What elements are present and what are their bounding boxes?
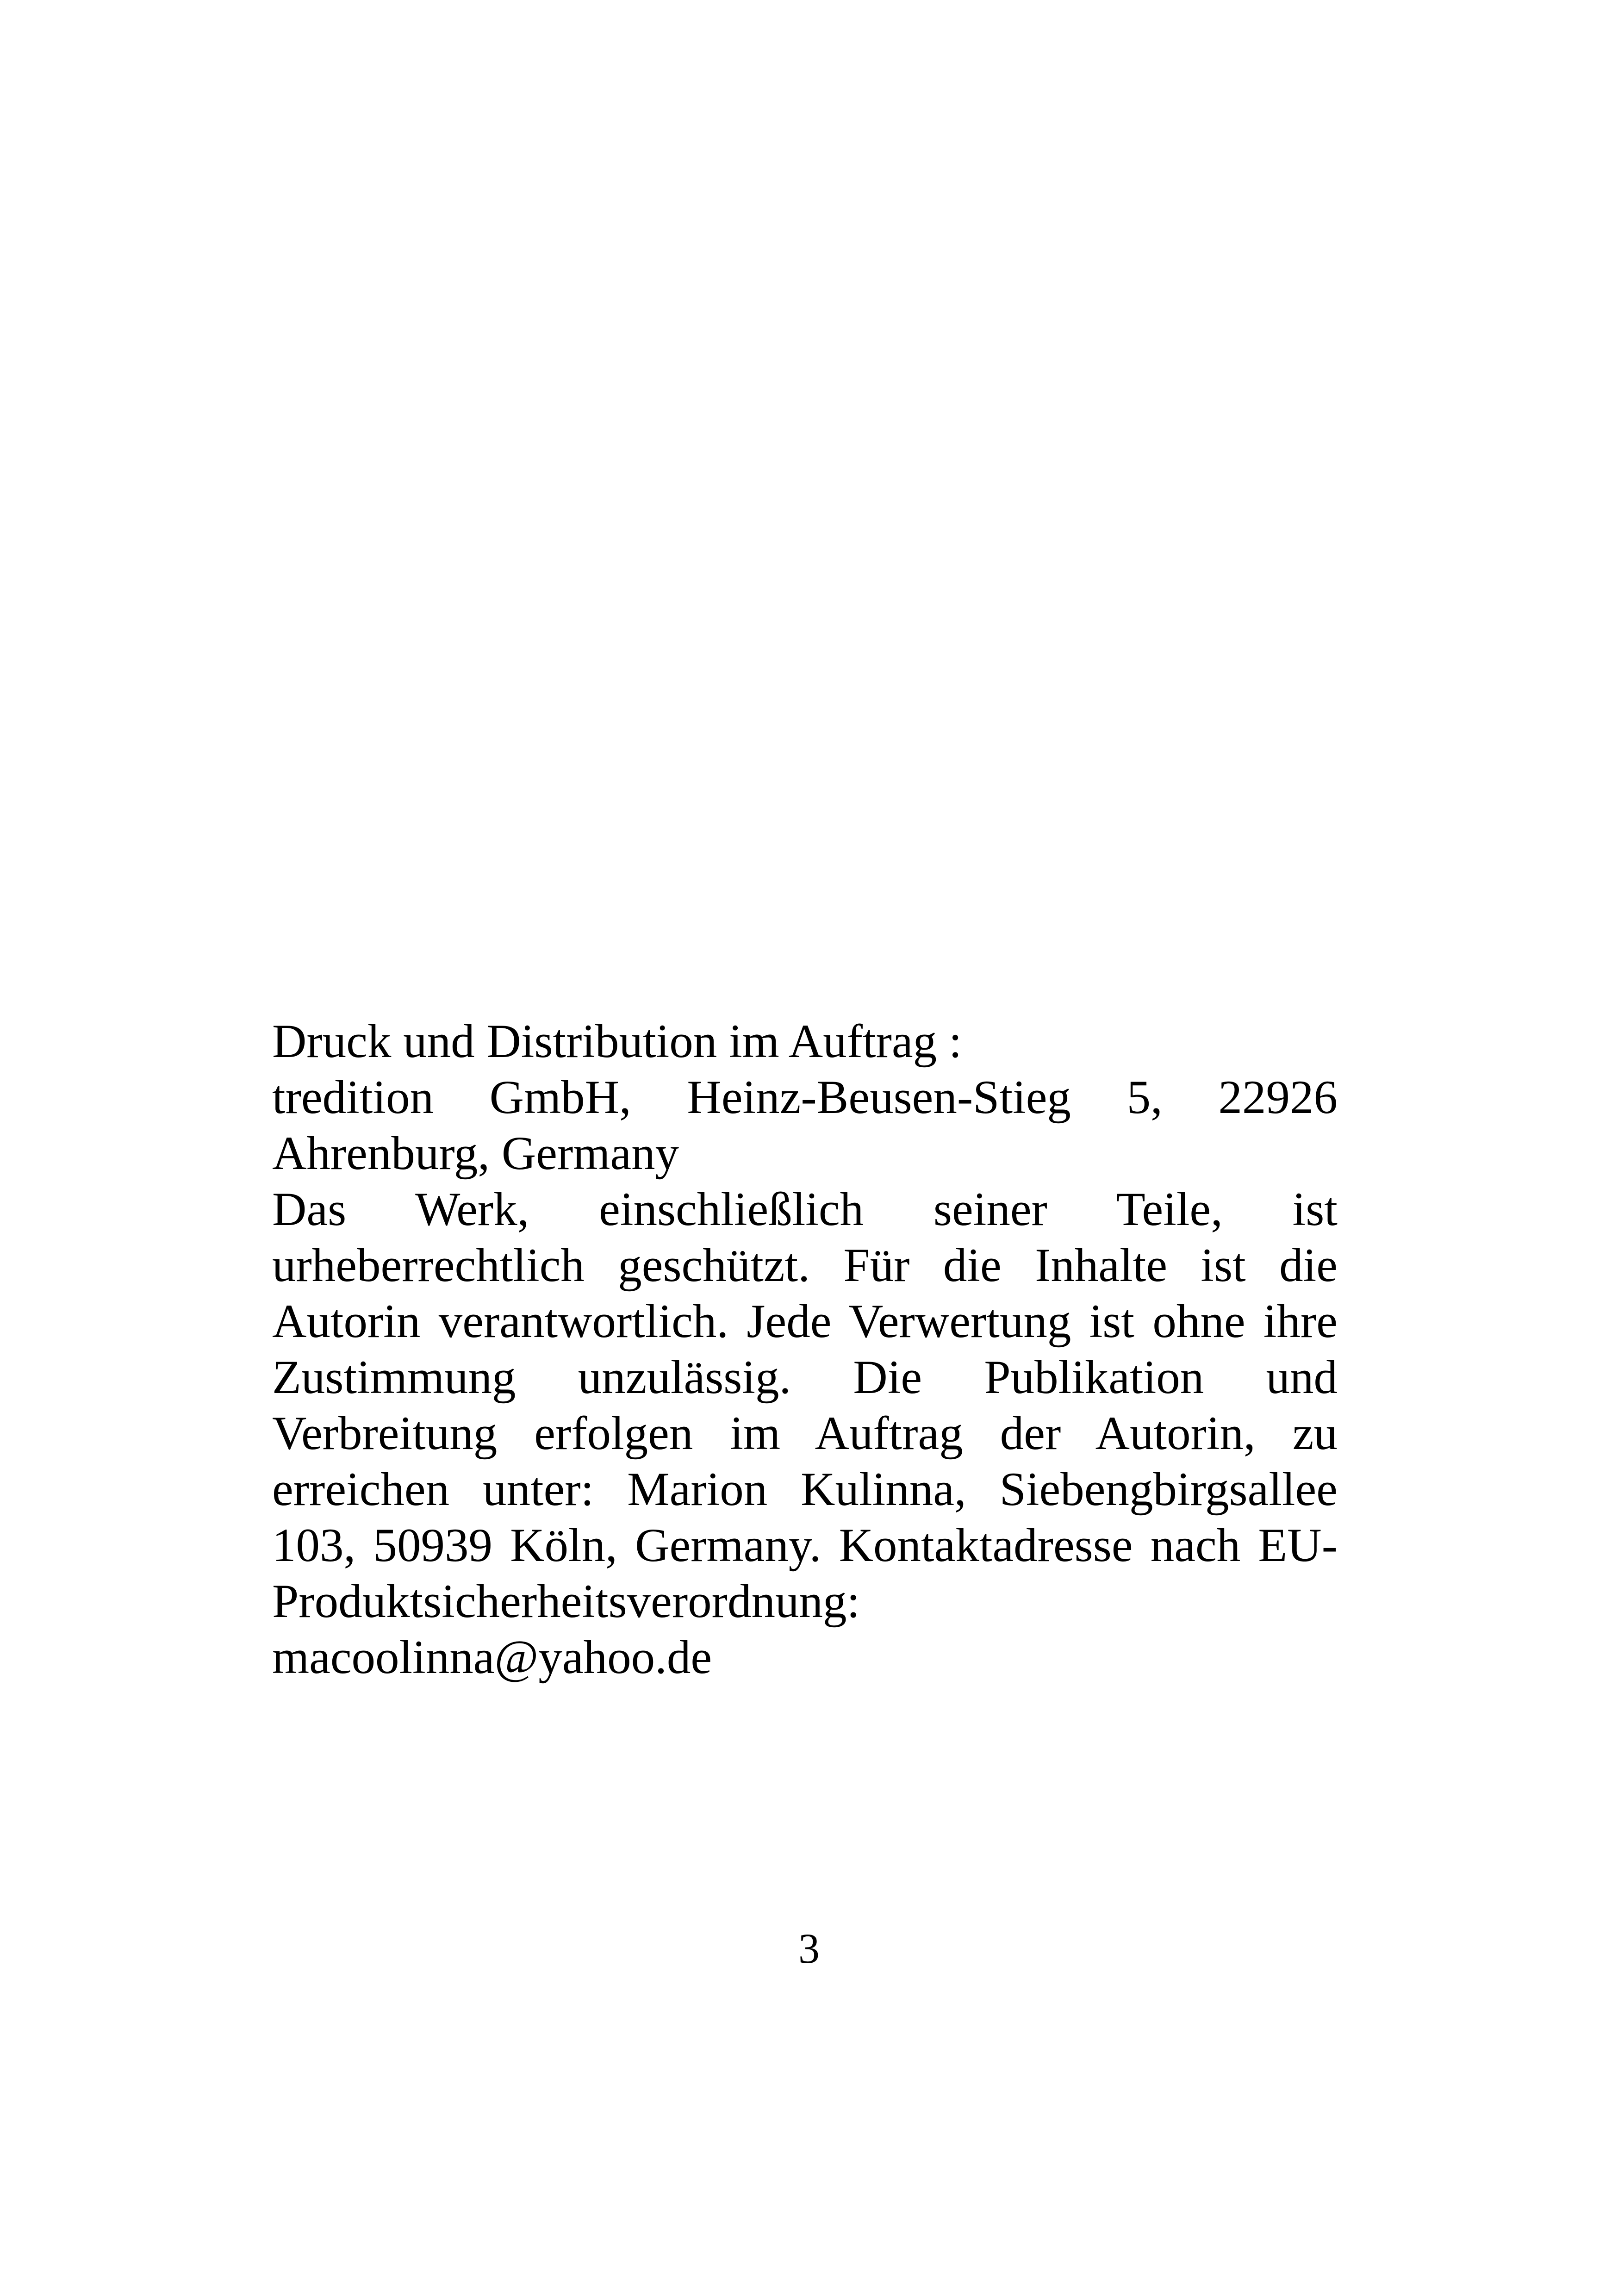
imprint-block — [272, 1014, 1338, 1686]
contact-email: macoolinna@yahoo.de — [272, 1631, 712, 1684]
imprint-heading: Druck und Distribution im Auftrag : — [272, 1015, 962, 1068]
copyright-notice: Das Werk, einschließlich seiner Teile, ist urheberrechtlich geschützt. Für die Inhalte ist die Autorin verantwortlich. Jede Verwertung ist ohne ihre Zustimmung unzulässig. Die Publikation und Verbreitung erfolgen im Auftrag der Autorin, zu erreichen unter: Marion Kulinna, Siebengbirgsallee 103, 50939 Köln, Germany. Kontaktadresse nach EU-Produktsicherheitsverordnung: — [272, 1183, 1338, 1628]
publisher-address: tredition GmbH, Heinz-Beusen-Stieg 5, 22926 Ahrenburg, Germany — [272, 1071, 1338, 1180]
page-number: 3 — [798, 1925, 820, 1972]
